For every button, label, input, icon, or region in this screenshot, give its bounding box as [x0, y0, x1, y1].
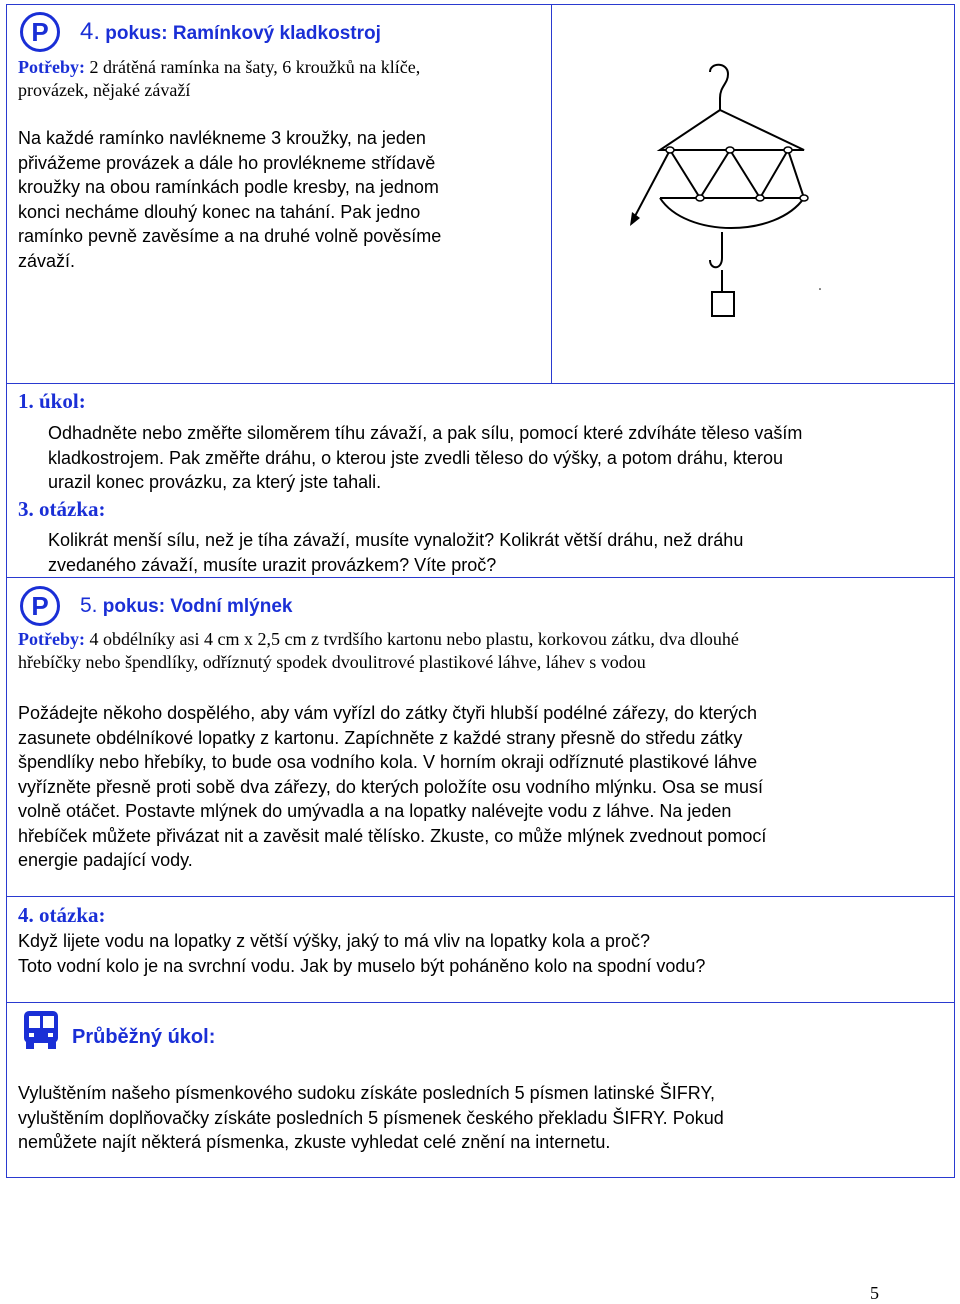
otazka4-line: Toto vodní kolo je na svrchní vodu. Jak by muselo být poháněno kolo na spodní vodu?: [18, 955, 706, 976]
ukol1-line: urazil konec provázku, za který jste tahali.: [48, 472, 382, 492]
otazka4-paragraph: [18, 929, 948, 978]
pokus5-line: hřebíček můžete přivázat nit a zavěsit malé tělísko. Zkuste, co může mlýnek zvednout pomocí: [18, 825, 767, 846]
pokus4-line: ramínko pevně zavěsíme a na druhé volně pověsíme: [18, 226, 442, 246]
prubezny-paragraph: [18, 1081, 948, 1155]
prubezny-title: Průběžný úkol:: [72, 1026, 216, 1048]
pokus5-line: Požádejte někoho dospělého, aby vám vyřízl do zátky čtyři hlubší podélné zářezy, do kterých: [18, 703, 758, 723]
otazka3-paragraph: [48, 528, 948, 577]
pokus5-title: pokus: Vodní mlýnek: [102, 596, 293, 617]
page-number: 5: [870, 1283, 879, 1303]
pull-string: [634, 150, 670, 218]
ukol1-label: 1. úkol:: [18, 389, 86, 413]
pokus4-paragraph: [18, 126, 543, 273]
pokus4-line: závaží.: [18, 250, 76, 271]
pokus4-needs: [18, 56, 538, 102]
pokus4-line: přivážeme provázek a dále ho provlékneme střídavě: [18, 152, 436, 173]
hook-bottom-icon: [710, 232, 722, 267]
prubezny-line: nemůžete najít některá písmenka, zkuste vyhledat celé znění na internetu.: [18, 1132, 611, 1152]
pokus5-needs-line2: hřebíčky nebo špendlíky, odříznutý spodek dvoulitrové plastikové láhve, láhev s vodou: [18, 652, 646, 672]
pokus4-line: konci necháme dlouhý konec na tahání. Pak jedno: [18, 201, 421, 222]
pokus4-line: kroužky na obou ramínkách podle kresby, na jednom: [18, 177, 439, 197]
pokus5-needs-line1: 4 obdélníky asi 4 cm x 2,5 cm z tvrdšího kartonu nebo plastu, korkovou zátku, dva dlouhé: [89, 629, 739, 649]
pokus5-line: zasunete obdélníkové lopatky z kartonu. Zapíchněte z každé strany přesně do středu zátky: [18, 727, 743, 748]
pokus-badge-icon: P: [20, 586, 60, 626]
otazka4-line: Když lijete vodu na lopatky z větší výšky, jaký to má vliv na lopatky kola a proč?: [18, 931, 650, 951]
pokus5-line: vyřízněte přesně proti sobě dva zářezy, do kterých položíte osu vodního mlýnku. Osa se musí: [18, 776, 764, 797]
weight: [712, 292, 734, 316]
upper-hanger: [660, 110, 804, 150]
otazka3-line: Kolikrát menší sílu, než je tíha závaží, musíte vynaložit? Kolikrát větší dráhu, než dráhu: [48, 530, 744, 550]
otazka3-line: zvedaného závaží, musíte urazit provázkem? Víte proč?: [48, 554, 497, 575]
pokus5-line: energie padající vody.: [18, 850, 193, 870]
prubezny-line: Vyluštěním našeho písmenkového sudoku získáte posledních 5 písmen latinské ŠIFRY,: [18, 1083, 716, 1103]
pokus-badge-icon: P: [20, 12, 60, 52]
otazka3-label: 3. otázka:: [18, 497, 106, 521]
pokus5-line: špendlíky nebo hřebíky, to bude osa vodního kola. V horním okraji odříznuté plastikové láhve: [18, 752, 758, 772]
pokus4-heading: [80, 18, 381, 46]
pokus5-needs-label: Potřeby:: [18, 629, 85, 649]
pokus5-line: volně otáčet. Postavte mlýnek do umývadla a na lopatky nalévejte vodu z láhve. Na jeden: [18, 801, 732, 821]
pokus5-needs: [18, 628, 948, 674]
ukol1-line: kladkostrojem. Pak změřte dráhu, o kterou jste zvedli těleso do výšky, a potom dráhu, kterou: [48, 447, 784, 468]
ukol1-line: Odhadněte nebo změřte siloměrem tíhu závaží, a pak sílu, pomocí které zdvíháte těleso vaším: [48, 423, 803, 443]
otazka4-label: 4. otázka:: [18, 903, 106, 927]
hook-top-icon: [710, 65, 728, 110]
ukol1-paragraph: [48, 421, 948, 495]
pokus4-title: pokus: Ramínkový kladkostroj: [105, 23, 381, 44]
pokus4-needs-line1: 2 drátěná ramínka na šaty, 6 kroužků na klíče,: [89, 57, 421, 77]
pokus5-heading: [80, 594, 292, 618]
pokus4-line: Na každé ramínko navlékneme 3 kroužky, na jeden: [18, 128, 426, 148]
prubezny-line: vyluštěním doplňovačky získáte posledních 5 písmenek českého překladu ŠIFRY. Pokud: [18, 1107, 724, 1128]
lower-hanger: [660, 198, 804, 228]
string: [670, 150, 804, 198]
pokus5-number: 5.: [80, 594, 98, 617]
pulley-hanger-illustration: [626, 60, 876, 340]
pokus5-paragraph: [18, 701, 948, 873]
pokus4-needs-line2: provázek, nějaké závaží: [18, 80, 191, 100]
pokus4-needs-label: Potřeby:: [18, 57, 85, 77]
pokus4-number: 4.: [80, 18, 101, 45]
bus-icon: [22, 1010, 60, 1050]
